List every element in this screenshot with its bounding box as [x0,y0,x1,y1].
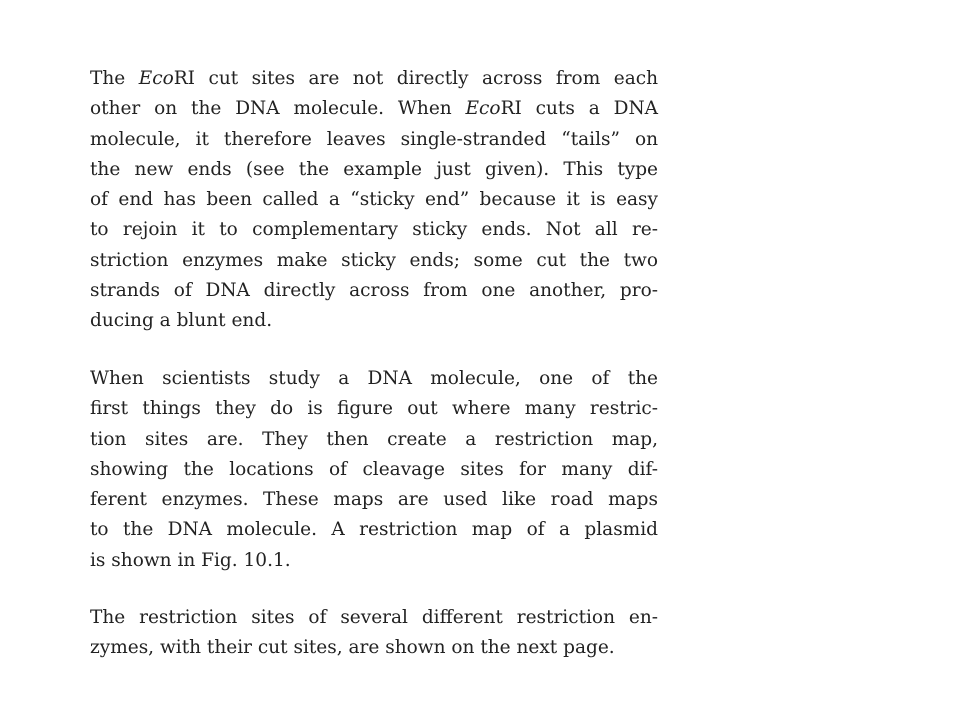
text-line [90,94,658,124]
text-line [90,485,658,515]
text-segment: RI cut sites are not directly across from each [173,68,658,89]
text-line [90,64,658,94]
text-segment: first things they do is figure out where many restric- [90,398,658,420]
text-line [90,364,658,394]
text-segment: to the DNA molecule. A restriction map of a plasmid [90,519,658,541]
text-line [90,125,658,155]
text-segment: ducing a blunt end. [90,310,273,332]
text-segment: strands of DNA directly across from one another, pro- [90,280,658,302]
text-line [90,455,658,485]
paragraph-ecori-cut-sites [90,64,658,337]
text-line [90,633,658,663]
italic-text: Eco [138,68,174,89]
italic-text: Eco [465,98,501,120]
text-line [90,603,658,633]
text-segment: the new ends (see the example just given). This type [90,158,658,180]
text-line [90,215,658,245]
text-segment: of end has been called a “sticky end” because it is easy [90,189,658,211]
text-line [90,306,658,336]
text-segment: zymes, with their cut sites, are shown on the next page. [90,637,615,659]
text-segment: The restriction sites of several different restriction en- [90,607,658,628]
text-segment: The [90,68,139,89]
text-segment: tion sites are. They then create a restriction map, [90,428,658,450]
text-line [90,276,658,306]
text-segment: RI cuts a DNA [500,98,658,120]
text-segment: to rejoin it to complementary sticky ends. Not all re- [90,219,658,241]
text-line [90,425,658,455]
text-segment: is shown in Fig. 10.1. [90,549,291,571]
text-line [90,155,658,185]
paragraph-restriction-map [90,364,658,576]
paragraph-restriction-sites [90,603,658,664]
text-segment: striction enzymes make sticky ends; some cut the two [90,249,658,271]
text-segment: molecule, it therefore leaves single-stranded “tails” on [90,128,658,150]
text-segment: When scientists study a DNA molecule, one of the [90,368,658,389]
text-line [90,394,658,424]
text-segment: other on the DNA molecule. When [90,98,466,120]
text-segment: ferent enzymes. These maps are used like road maps [90,489,658,511]
text-line [90,515,658,545]
text-line [90,246,658,276]
text-segment: showing the locations of cleavage sites for many dif- [90,458,658,480]
text-line [90,546,658,576]
text-line [90,185,658,215]
